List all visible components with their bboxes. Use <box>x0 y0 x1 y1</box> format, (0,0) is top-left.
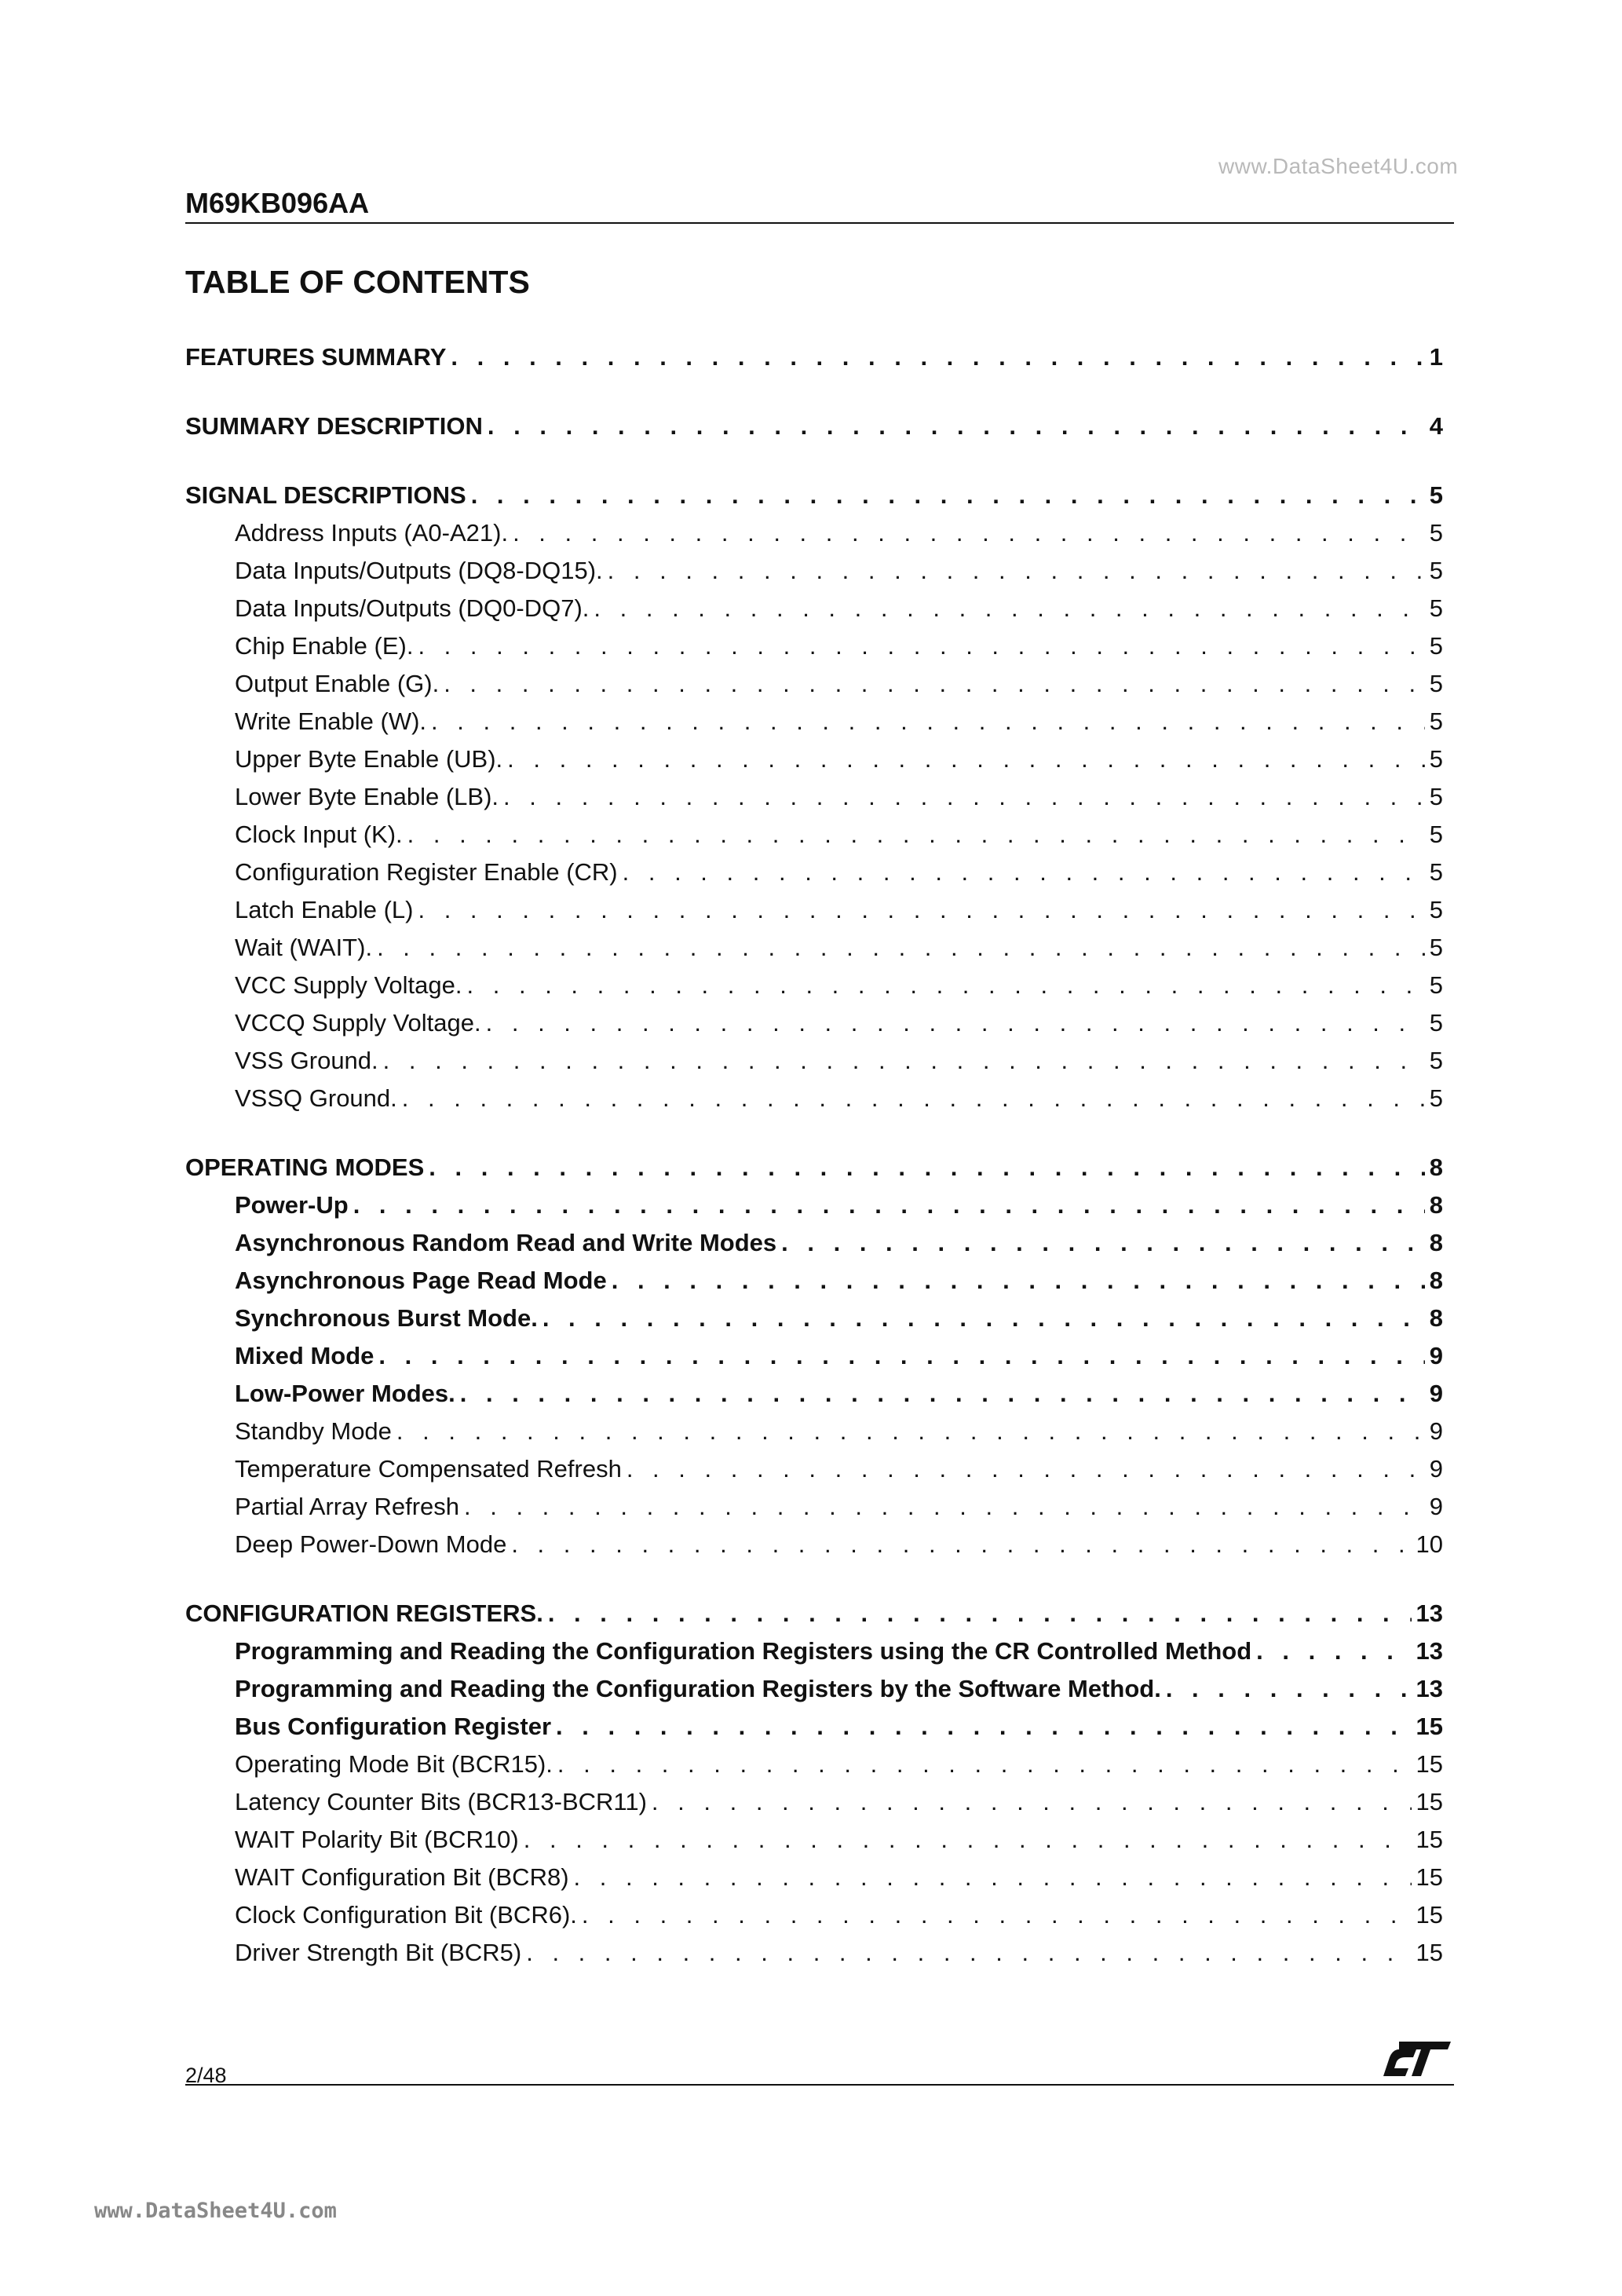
toc-entry-label: Data Inputs/Outputs (DQ0-DQ7). <box>235 594 590 622</box>
toc-leader-dots <box>402 1080 1425 1117</box>
toc-subsection-entry[interactable] <box>185 1337 1443 1375</box>
toc-entry-page: 8 <box>1429 1229 1443 1256</box>
toc-entry-label: OPERATING MODES <box>185 1153 425 1181</box>
toc-entry-page: 5 <box>1429 858 1443 886</box>
toc-subsection-entry[interactable] <box>185 1934 1443 1972</box>
toc-subsection-entry[interactable] <box>185 967 1443 1004</box>
toc-entry-label: Data Inputs/Outputs (DQ8-DQ15). <box>235 557 603 584</box>
toc-leader-dots <box>652 1783 1412 1821</box>
toc-entry-label: VSSQ Ground. <box>235 1084 397 1112</box>
toc-entry-page: 9 <box>1429 1493 1443 1520</box>
toc-entry-label: Configuration Register Enable (CR) <box>235 858 618 886</box>
toc-entry-page: 15 <box>1416 1826 1443 1853</box>
toc-leader-dots <box>451 338 1424 376</box>
toc-leader-dots <box>444 665 1425 703</box>
toc-entry-label: SIGNAL DESCRIPTIONS <box>185 481 466 509</box>
toc-entry-page: 5 <box>1429 481 1443 509</box>
toc-entry-page: 5 <box>1429 1047 1443 1074</box>
toc-entry-page: 15 <box>1416 1939 1443 1966</box>
toc-leader-dots <box>407 816 1425 854</box>
toc-subsection-entry[interactable] <box>185 891 1443 929</box>
toc-entry-label: FEATURES SUMMARY <box>185 343 447 371</box>
toc-entry-label: VCCQ Supply Voltage. <box>235 1009 481 1036</box>
toc-leader-dots <box>781 1224 1425 1262</box>
st-logo-icon <box>1382 2038 1454 2079</box>
toc-entry-page: 5 <box>1429 783 1443 810</box>
toc-entry-label: Latch Enable (L) <box>235 896 414 923</box>
toc-subsection-entry[interactable] <box>185 1375 1443 1413</box>
toc-subsection-entry[interactable] <box>185 1186 1443 1224</box>
toc-section-entry[interactable] <box>185 1595 1443 1632</box>
toc-entry-label: Chip Enable (E). <box>235 632 414 660</box>
toc-entry-page: 5 <box>1429 707 1443 735</box>
toc-entry-page: 8 <box>1429 1267 1443 1294</box>
toc-entry-page: 5 <box>1429 557 1443 584</box>
toc-leader-dots <box>507 740 1425 778</box>
toc-entry-page: 13 <box>1416 1675 1443 1702</box>
toc-entry-page: 9 <box>1429 1342 1443 1369</box>
toc-subsection-entry[interactable] <box>185 590 1443 627</box>
toc-subsection-entry[interactable] <box>185 1450 1443 1488</box>
toc-subsection-entry[interactable] <box>185 1859 1443 1896</box>
toc-entry-label: SUMMARY DESCRIPTION <box>185 412 483 440</box>
toc-entry-label: Address Inputs (A0-A21). <box>235 519 509 547</box>
toc-leader-dots <box>608 552 1425 590</box>
toc-leader-dots <box>378 1337 1424 1375</box>
toc-entry-label: Mixed Mode <box>235 1342 374 1369</box>
toc-entry-page: 5 <box>1429 519 1443 547</box>
toc-leader-dots <box>353 1186 1425 1224</box>
toc-entry-page: 5 <box>1429 594 1443 622</box>
toc-entry-label: CONFIGURATION REGISTERS. <box>185 1600 543 1627</box>
document-code: M69KB096AA <box>185 187 370 219</box>
toc-leader-dots <box>1166 1670 1412 1708</box>
toc-subsection-entry[interactable] <box>185 552 1443 590</box>
toc-entry-page: 15 <box>1416 1788 1443 1815</box>
toc-leader-dots <box>429 1149 1424 1186</box>
toc-entry-label: Synchronous Burst Mode. <box>235 1304 538 1332</box>
toc-subsection-entry[interactable] <box>185 1632 1443 1670</box>
toc-subsection-entry[interactable] <box>185 665 1443 703</box>
toc-entry-page: 13 <box>1416 1637 1443 1665</box>
toc-subsection-entry[interactable] <box>185 627 1443 665</box>
table-of-contents <box>185 338 1443 1972</box>
toc-subsection-entry[interactable] <box>185 1042 1443 1080</box>
toc-entry-page: 8 <box>1429 1191 1443 1219</box>
toc-entry-label: Asynchronous Page Read Mode <box>235 1267 607 1294</box>
toc-entry-page: 5 <box>1429 632 1443 660</box>
toc-subsection-entry[interactable] <box>185 1004 1443 1042</box>
toc-entry-label: WAIT Polarity Bit (BCR10) <box>235 1826 519 1853</box>
toc-subsection-entry[interactable] <box>185 1896 1443 1934</box>
toc-subsection-entry[interactable] <box>185 778 1443 816</box>
toc-leader-dots <box>418 891 1424 929</box>
toc-entry-label: Asynchronous Random Read and Write Modes <box>235 1229 777 1256</box>
toc-entry-page: 8 <box>1429 1304 1443 1332</box>
toc-leader-dots <box>557 1746 1412 1783</box>
toc-leader-dots <box>460 1375 1425 1413</box>
toc-leader-dots <box>548 1595 1412 1632</box>
toc-subsection-entry[interactable] <box>185 1746 1443 1783</box>
toc-entry-label: Upper Byte Enable (UB). <box>235 745 503 773</box>
toc-entry-page: 4 <box>1429 412 1443 440</box>
toc-leader-dots <box>594 590 1424 627</box>
toc-leader-dots <box>612 1262 1425 1300</box>
toc-subsection-entry[interactable] <box>185 1708 1443 1746</box>
toc-entry-label: Wait (WAIT). <box>235 934 373 961</box>
toc-entry-page: 15 <box>1416 1863 1443 1891</box>
toc-leader-dots <box>377 929 1425 967</box>
header-rule <box>185 222 1454 224</box>
toc-leader-dots <box>418 627 1424 665</box>
toc-leader-dots <box>486 1004 1425 1042</box>
toc-leader-dots <box>623 854 1425 891</box>
toc-section-entry[interactable] <box>185 338 1443 376</box>
toc-leader-dots <box>627 1450 1425 1488</box>
toc-entry-page: 5 <box>1429 670 1443 697</box>
toc-entry-label: Latency Counter Bits (BCR13-BCR11) <box>235 1788 647 1815</box>
toc-entry-page: 15 <box>1416 1901 1443 1929</box>
toc-entry-label: VCC Supply Voltage. <box>235 971 462 999</box>
top-watermark: www.DataSheet4U.com <box>1218 154 1459 178</box>
toc-entry-page: 5 <box>1429 1084 1443 1112</box>
toc-entry-page: 15 <box>1416 1750 1443 1778</box>
bottom-watermark: www.DataSheet4U.com <box>94 2199 337 2223</box>
toc-subsection-entry[interactable] <box>185 1080 1443 1117</box>
toc-entry-label: Low-Power Modes. <box>235 1380 455 1407</box>
toc-entry-page: 5 <box>1429 896 1443 923</box>
page-title: TABLE OF CONTENTS <box>185 264 530 300</box>
toc-entry-label: Programming and Reading the Configuration Registers by the Software Method. <box>235 1675 1161 1702</box>
toc-subsection-entry[interactable] <box>185 1821 1443 1859</box>
toc-entry-page: 5 <box>1429 1009 1443 1036</box>
toc-subsection-entry[interactable] <box>185 1526 1443 1563</box>
toc-entry-page: 5 <box>1429 934 1443 961</box>
toc-subsection-entry[interactable] <box>185 740 1443 778</box>
footer-rule <box>185 2084 1454 2086</box>
toc-entry-label: Clock Configuration Bit (BCR6). <box>235 1901 577 1929</box>
toc-leader-dots <box>526 1934 1411 1972</box>
toc-entry-label: VSS Ground. <box>235 1047 378 1074</box>
page-number: 2/48 <box>185 2064 227 2087</box>
toc-subsection-entry[interactable] <box>185 703 1443 740</box>
toc-entry-page: 15 <box>1416 1713 1443 1740</box>
toc-entry-page: 10 <box>1416 1530 1443 1558</box>
toc-entry-label: Standby Mode <box>235 1417 392 1445</box>
toc-entry-page: 9 <box>1429 1417 1443 1445</box>
toc-subsection-entry[interactable] <box>185 1783 1443 1821</box>
toc-entry-page: 5 <box>1429 971 1443 999</box>
toc-leader-dots <box>396 1413 1425 1450</box>
toc-leader-dots <box>383 1042 1425 1080</box>
toc-section-entry[interactable] <box>185 477 1443 514</box>
toc-subsection-entry[interactable] <box>185 854 1443 891</box>
toc-subsection-entry[interactable] <box>185 1413 1443 1450</box>
toc-entry-label: Programming and Reading the Configuration Registers using the CR Controlled Method <box>235 1637 1252 1665</box>
toc-entry-label: WAIT Configuration Bit (BCR8) <box>235 1863 569 1891</box>
toc-subsection-entry[interactable] <box>185 929 1443 967</box>
toc-entry-page: 1 <box>1429 343 1443 371</box>
toc-entry-label: Operating Mode Bit (BCR15). <box>235 1750 553 1778</box>
toc-entry-page: 9 <box>1429 1380 1443 1407</box>
toc-leader-dots <box>582 1896 1412 1934</box>
toc-entry-page: 8 <box>1429 1153 1443 1181</box>
toc-entry-label: Partial Array Refresh <box>235 1493 459 1520</box>
toc-entry-label: Temperature Compensated Refresh <box>235 1455 622 1483</box>
toc-entry-label: Write Enable (W). <box>235 707 427 735</box>
toc-subsection-entry[interactable] <box>185 1300 1443 1337</box>
toc-subsection-entry[interactable] <box>185 816 1443 854</box>
toc-subsection-entry[interactable] <box>185 1488 1443 1526</box>
toc-leader-dots <box>1256 1632 1411 1670</box>
toc-leader-dots <box>488 408 1425 445</box>
toc-leader-dots <box>431 703 1425 740</box>
toc-subsection-entry[interactable] <box>185 1670 1443 1708</box>
toc-entry-label: Driver Strength Bit (BCR5) <box>235 1939 522 1966</box>
toc-entry-page: 5 <box>1429 821 1443 848</box>
toc-leader-dots <box>556 1708 1412 1746</box>
toc-subsection-entry[interactable] <box>185 1224 1443 1262</box>
toc-entry-page: 9 <box>1429 1455 1443 1483</box>
toc-entry-label: Power-Up <box>235 1191 349 1219</box>
toc-entry-label: Deep Power-Down Mode <box>235 1530 507 1558</box>
toc-leader-dots <box>574 1859 1412 1896</box>
toc-section-entry[interactable] <box>185 408 1443 445</box>
toc-leader-dots <box>511 1526 1411 1563</box>
toc-section-entry[interactable] <box>185 1149 1443 1186</box>
toc-leader-dots <box>513 514 1425 552</box>
toc-leader-dots <box>503 778 1425 816</box>
toc-entry-label: Lower Byte Enable (LB). <box>235 783 499 810</box>
toc-entry-page: 5 <box>1429 745 1443 773</box>
toc-subsection-entry[interactable] <box>185 1262 1443 1300</box>
toc-leader-dots <box>542 1300 1425 1337</box>
toc-leader-dots <box>467 967 1425 1004</box>
toc-entry-label: Bus Configuration Register <box>235 1713 552 1740</box>
toc-entry-page: 13 <box>1416 1600 1443 1627</box>
toc-leader-dots <box>471 477 1425 514</box>
toc-subsection-entry[interactable] <box>185 514 1443 552</box>
toc-entry-label: Output Enable (G). <box>235 670 440 697</box>
toc-leader-dots <box>464 1488 1425 1526</box>
toc-entry-label: Clock Input (K). <box>235 821 403 848</box>
toc-leader-dots <box>524 1821 1412 1859</box>
